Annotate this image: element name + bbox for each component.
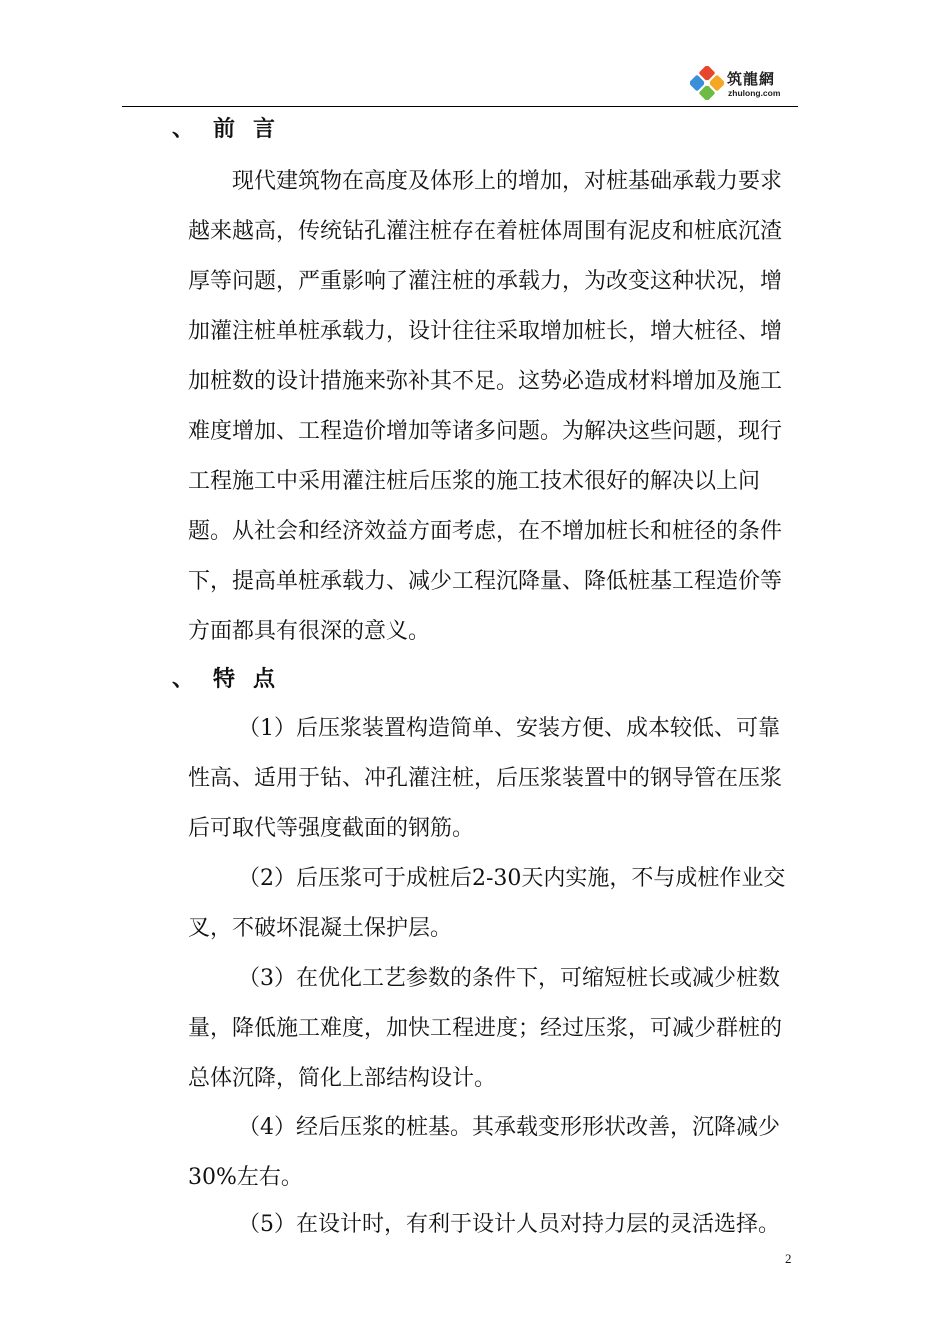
paragraph-line: 越来越高，传统钻孔灌注桩存在着桩体周围有泥皮和桩底沉渣 bbox=[188, 219, 783, 244]
heading-title: 特点 bbox=[213, 666, 294, 692]
feature-item-1 bbox=[188, 704, 798, 854]
paragraph-line: 工程施工中采用灌注桩后压浆的施工技术很好的解决以上问 bbox=[188, 469, 761, 494]
section-heading-features bbox=[172, 662, 293, 693]
paragraph-line: 后可取代等强度截面的钢筋。 bbox=[188, 816, 475, 841]
heading-mark: 、 bbox=[172, 666, 196, 692]
paragraph-line: 加灌注桩单桩承载力，设计往往采取增加桩长，增大桩径、增 bbox=[188, 319, 783, 344]
paragraph-line: 总体沉降，简化上部结构设计。 bbox=[188, 1066, 497, 1091]
zhulong-logo[interactable] bbox=[690, 66, 790, 102]
paragraph-line: （1）后压浆装置构造简单、安装方便、成本较低、可靠 bbox=[238, 716, 780, 741]
feature-item-4 bbox=[188, 1103, 798, 1203]
heading-title: 前言 bbox=[213, 116, 294, 142]
logo-domain-text: zhulong.com bbox=[728, 88, 781, 98]
paragraph-line: 加桩数的设计措施来弥补其不足。这势必造成材料增加及施工 bbox=[188, 369, 783, 394]
logo-pinwheel-icon bbox=[690, 66, 724, 100]
heading-mark: 、 bbox=[172, 116, 196, 142]
paragraph-line: 厚等问题，严重影响了灌注桩的承载力，为改变这种状况，增 bbox=[188, 269, 783, 294]
feature-item-5 bbox=[188, 1200, 798, 1250]
paragraph-line: 题。从社会和经济效益方面考虑，在不增加桩长和桩径的条件 bbox=[188, 519, 783, 544]
feature-item-3 bbox=[188, 954, 798, 1104]
paragraph-line: 性高、适用于钻、冲孔灌注桩，后压浆装置中的钢导管在压浆 bbox=[188, 766, 783, 791]
paragraph-line: 难度增加、工程造价增加等诸多问题。为解决这些问题，现行 bbox=[188, 419, 783, 444]
paragraph-line: 30%左右。 bbox=[188, 1165, 303, 1190]
paragraph-line: （5）在设计时，有利于设计人员对持力层的灵活选择。 bbox=[238, 1212, 780, 1237]
header-divider bbox=[122, 106, 798, 107]
paragraph-line: 叉，不破坏混凝土保护层。 bbox=[188, 916, 453, 941]
paragraph-line: （2）后压浆可于成桩后2-30天内实施，不与成桩作业交 bbox=[238, 866, 786, 891]
feature-item-2 bbox=[188, 854, 798, 954]
page-number: 2 bbox=[785, 1251, 792, 1266]
paragraph-line: （4）经后压浆的桩基。其承载变形形状改善，沉降减少 bbox=[238, 1115, 780, 1140]
paragraph-line: 量，降低施工难度，加快工程进度；经过压浆，可减少群桩的 bbox=[188, 1016, 783, 1041]
logo-chinese-text: 筑龍網 bbox=[727, 70, 776, 88]
paragraph-line: 下，提高单桩承载力、减少工程沉降量、降低桩基工程造价等 bbox=[188, 569, 783, 594]
paragraph-line: （3）在优化工艺参数的条件下，可缩短桩长或减少桩数 bbox=[238, 966, 780, 991]
paragraph-line: 现代建筑物在高度及体形上的增加，对桩基础承载力要求 bbox=[232, 169, 783, 194]
section-heading-preface bbox=[172, 112, 293, 143]
paragraph-line: 方面都具有很深的意义。 bbox=[188, 619, 431, 644]
preface-paragraph bbox=[188, 157, 798, 657]
